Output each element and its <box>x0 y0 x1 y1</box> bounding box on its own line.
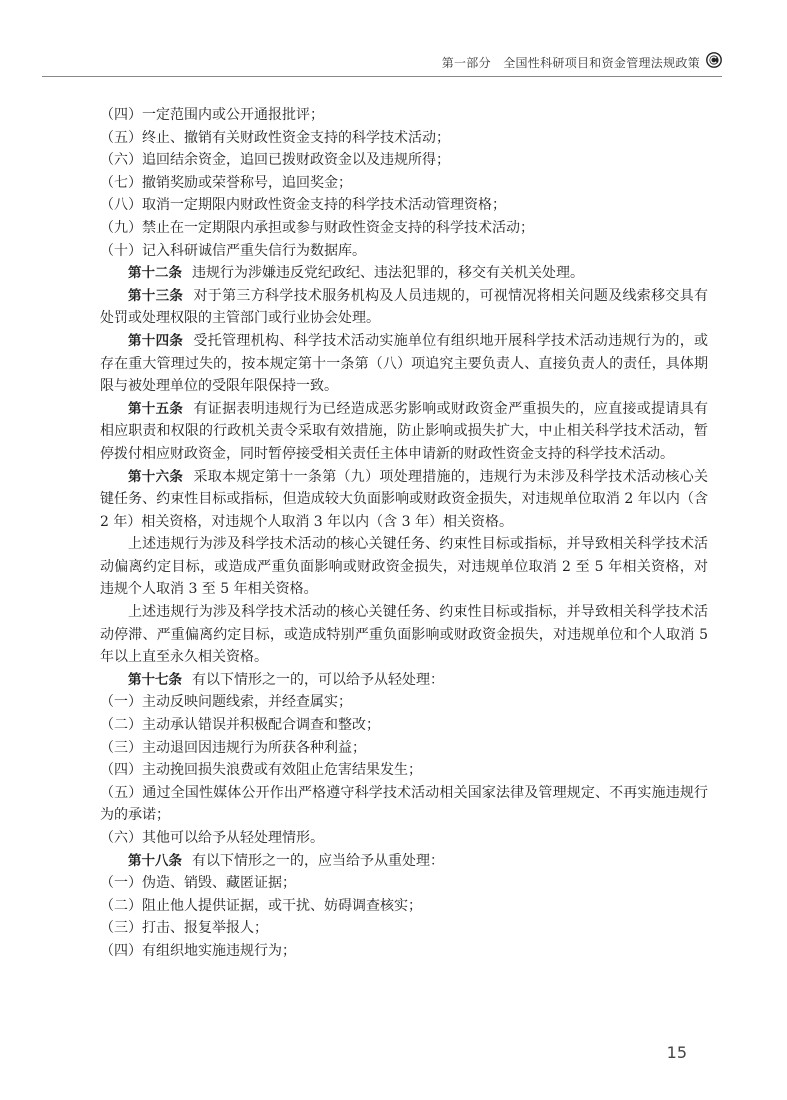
article-label: 第十七条 <box>128 671 182 688</box>
article-label: 第十六条 <box>128 468 184 485</box>
article-text: 采取本规定第十一条第（九）项处理措施的，违规行为未涉及科学技术活动核心关键任务、约束性目标或指标，但造成较大负面影响或财政资金损失，对违规单位取消 2 年以内（含 2 年）相关资格，对违规个人取消 3 年以内（含 3 年）相关资格。 <box>100 468 709 530</box>
list-item: （九）禁止在一定期限内承担或参与财政性资金支持的科学技术活动； <box>100 219 534 236</box>
list-item: （四）有组织地实施违规行为； <box>100 942 296 959</box>
article-paragraph <box>100 669 708 692</box>
body-paragraph: 上述违规行为涉及科学技术活动的核心关键任务、约束性目标或指标，并导致相关科学技术活动停滞、严重偏离约定目标，或造成特别严重负面影响或财政资金损失，对违规单位和个人取消 5 年以上直至永久相关资格。 <box>100 604 708 666</box>
article-text: 违规行为涉嫌违反党纪政纪、违法犯罪的，移交有关机关处理。 <box>192 265 584 282</box>
list-item: （五）通过全国性媒体公开作出严格遵守科学技术活动相关国家法律及管理规定、不再实施违规行为的承诺； <box>100 784 708 824</box>
article-text: 有证据表明违规行为已经造成恶劣影响或财政资金严重损失的，应直接或提请具有相应职责和权限的行政机关责令采取有效措施，防止影响或损失扩大，中止相关科学技术活动，暂停拨付相应财政资金，同时暂停接受相关责任主体申请新的财政性资金支持的科学技术活动。 <box>100 400 709 462</box>
article-label: 第十二条 <box>128 265 182 282</box>
list-item: （六）追回结余资金，追回已拨财政资金以及违规所得； <box>100 152 450 169</box>
list-item: （二）主动承认错误并积极配合调查和整改； <box>100 717 380 734</box>
page-number: 15 <box>666 1043 687 1062</box>
article-label: 第十五条 <box>128 400 184 417</box>
article-paragraph <box>100 850 708 873</box>
article-paragraph <box>100 330 708 398</box>
list-item: （二）阻止他人提供证据，或干扰、妨碍调查核实； <box>100 897 422 914</box>
list-item: （四）一定范围内或公开通报批评； <box>100 107 324 123</box>
article-paragraph <box>100 466 708 534</box>
article-paragraph <box>100 262 708 285</box>
list-item: （四）主动挽回损失浪费或有效阻止危害结果发生； <box>100 762 422 779</box>
article-text: 有以下情形之一的，应当给予从重处理： <box>192 852 444 869</box>
article-paragraph <box>100 398 708 466</box>
list-item: （七）撤销奖励或荣誉称号，追回奖金； <box>100 174 352 191</box>
list-item: （一）伪造、销毁、藏匿证据； <box>100 875 296 892</box>
list-item: （一）主动反映问题线索，并经查属实； <box>100 694 352 711</box>
article-label: 第十八条 <box>128 852 182 869</box>
body-paragraph: 上述违规行为涉及科学技术活动的核心关键任务、约束性目标或指标，并导致相关科学技术活动偏离约定目标，或造成严重负面影响或财政资金损失，对违规单位取消 2 至 5 年相关资格，对违规个人取消 3 至 5 年相关资格。 <box>100 536 708 598</box>
article-text: 对于第三方科学技术服务机构及人员违规的，可视情况将相关问题及线索移交具有处罚或处理权限的主管部门或行业协会处理。 <box>100 287 709 327</box>
list-item: （五）终止、撤销有关财政性资金支持的科学技术活动； <box>100 129 450 146</box>
page-body <box>100 104 708 963</box>
circular-c-emblem-icon <box>706 52 722 68</box>
running-title: 第一部分 全国性科研项目和资金管理法规政策 <box>441 56 700 70</box>
list-item: （八）取消一定期限内财政性资金支持的科学技术活动管理资格； <box>100 197 506 214</box>
list-item: （三）打击、报复举报人； <box>100 920 268 937</box>
article-text: 有以下情形之一的，可以给予从轻处理： <box>192 671 444 688</box>
list-item: （十）记入科研诚信严重失信行为数据库。 <box>100 242 366 259</box>
running-header <box>42 52 722 77</box>
list-item: （三）主动退回因违规行为所获各种利益； <box>100 739 366 756</box>
list-item: （六）其他可以给予从轻处理情形。 <box>100 830 324 846</box>
article-text: 受托管理机构、科学技术活动实施单位有组织地开展科学技术活动违规行为的，或存在重大管理过失的，按本规定第十一条第（八）项追究主要负责人、直接负责人的责任，具体期限与被处理单位的受限年限保持一致。 <box>100 332 709 395</box>
article-paragraph <box>100 285 708 330</box>
article-label: 第十四条 <box>128 332 184 349</box>
article-label: 第十三条 <box>128 287 184 304</box>
